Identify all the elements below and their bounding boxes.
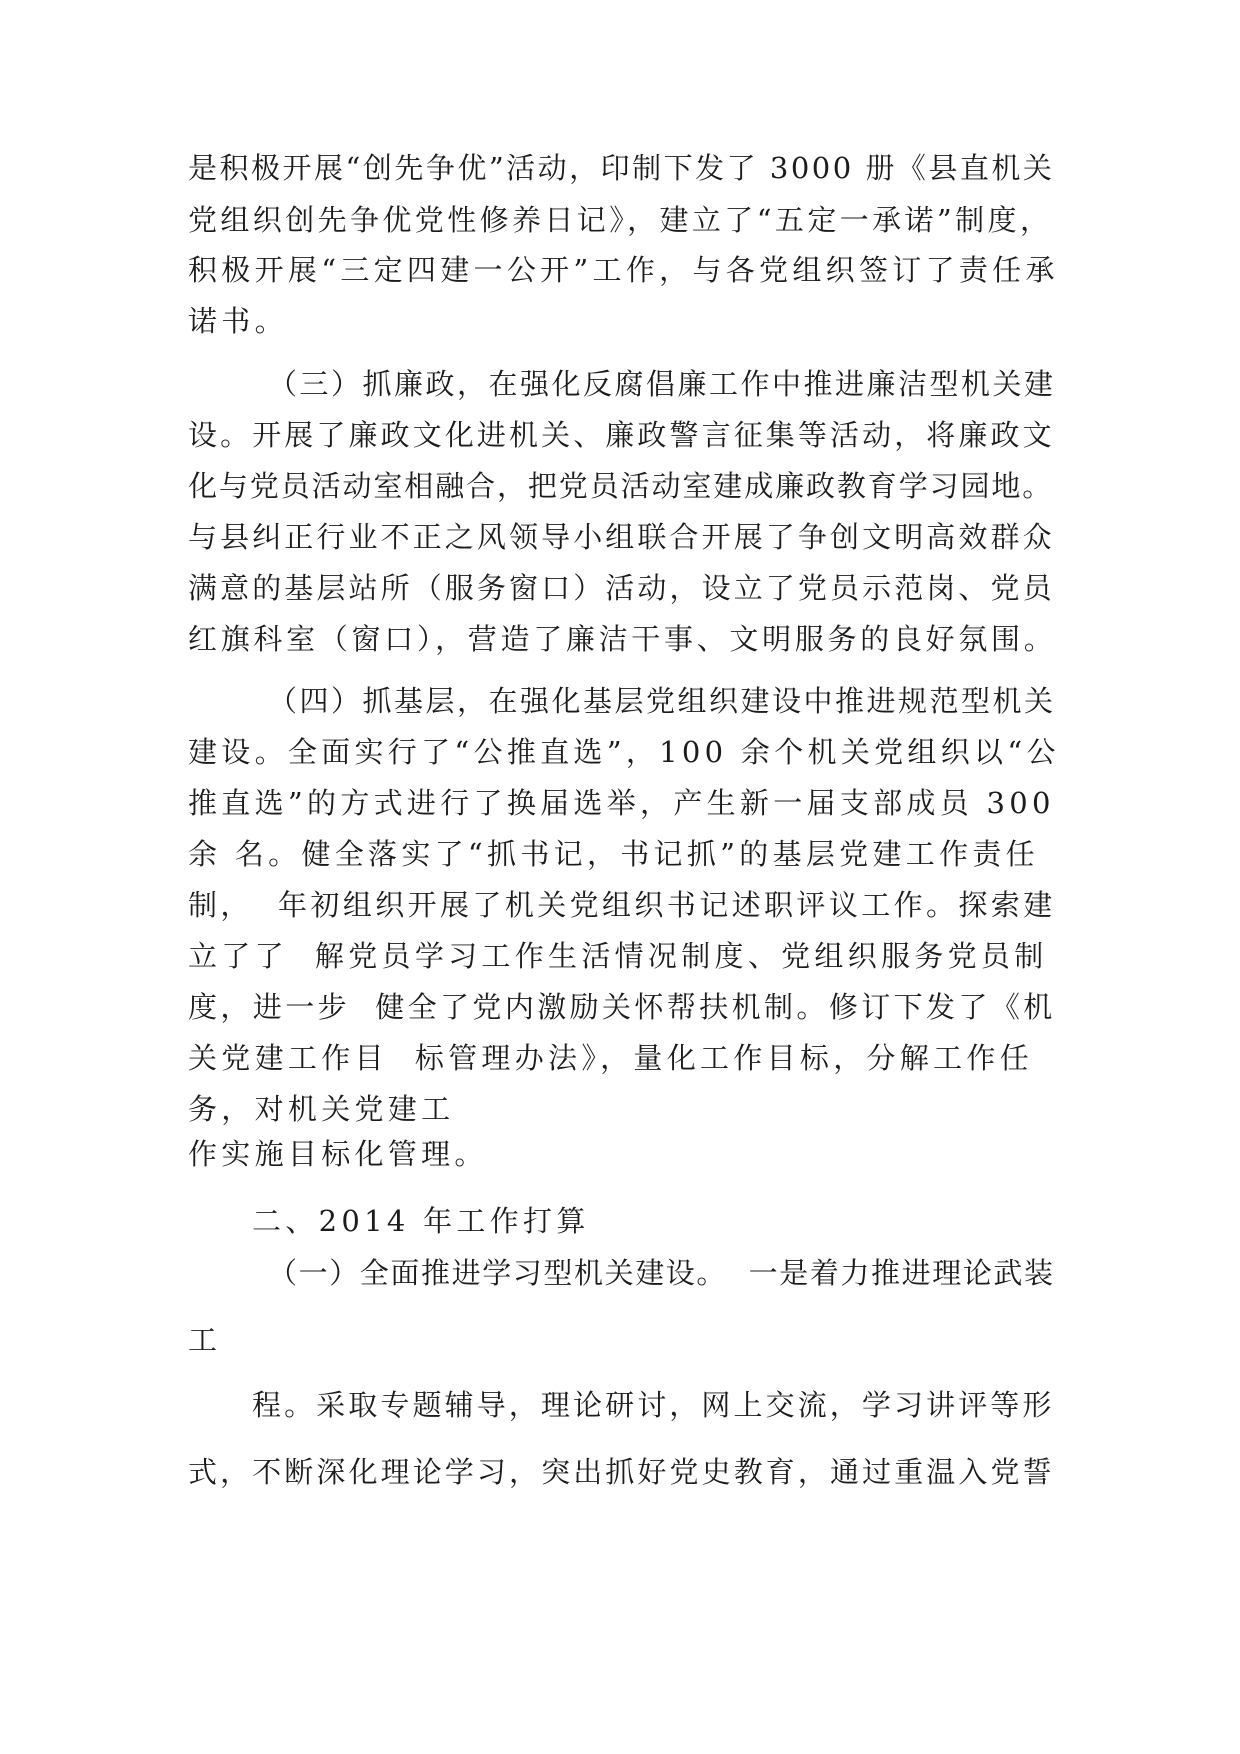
text-line: 式，不断深化理论学习，突出抓好党史教育，通过重温入党誓 [188,1455,1055,1489]
text-line: 是积极开展“创先争优”活动，印制下发了 3000 册《县直机关 [188,151,1055,185]
section-heading-4: （四）抓基层，在强化基层党组织建设中推进规范型机关 [268,684,1056,718]
text-line: 务，对机关党建工 [188,1092,455,1126]
text-line: 关党建工作目 标管理办法》，量化工作目标，分解工作任 [188,1041,1034,1075]
text-line: 作实施目标化管理。 [188,1137,488,1171]
text-line: 党组织创先争优党性修养日记》，建立了“五定一承诺”制度， [188,203,1053,237]
text-line: 程。采取专题辅导，理论研讨，网上交流，学习讲评等形 [252,1388,1055,1422]
text-line: 度，进一步 健全了党内激励关怀帮扶机制。修订下发了《机 [188,990,1056,1024]
text-line: 化与党员活动室相融合，把党员活动室建成廉政教育学习园地。 [188,469,1054,503]
text-line: 积极开展“三定四建一公开”工作，与各党组织签订了责任承 [188,253,1059,287]
text-line: 诺书。 [188,304,288,338]
subsection-heading-1: （一）全面推进学习型机关建设。 一是着力推进理论武装 [268,1256,1055,1290]
text-line: 制， 年初组织开展了机关党组织书记述职评议工作。探索建 [188,888,1056,922]
text-line: 满意的基层站所（服务窗口）活动，设立了党员示范岗、党员 [188,571,1055,605]
text-line: 余 名。健全落实了“抓书记，书记抓”的基层党建工作责任 [188,837,1039,871]
text-line: 工 [188,1323,222,1357]
text-line: 立了了 解党员学习工作生活情况制度、党组织服务党员制 [188,939,1048,973]
section-heading-3: （三）抓廉政，在强化反腐倡廉工作中推进廉洁型机关建 [268,367,1056,401]
text-line: 与县纠正行业不正之风领导小组联合开展了争创文明高效群众 [188,520,1055,554]
text-line: 设。开展了廉政文化进机关、廉政警言征集等活动，将廉政文 [188,418,1055,452]
text-line: 红旗科室（窗口），营造了廉洁干事、文明服务的良好氛围。 [188,622,1057,656]
text-line: 推直选”的方式进行了换届选举，产生新一届支部成员 300 [188,786,1055,820]
section-heading-plan: 二、2014 年工作打算 [252,1204,590,1238]
text-line: 建设。全面实行了“公推直选”，100 余个机关党组织以“公 [188,735,1060,769]
